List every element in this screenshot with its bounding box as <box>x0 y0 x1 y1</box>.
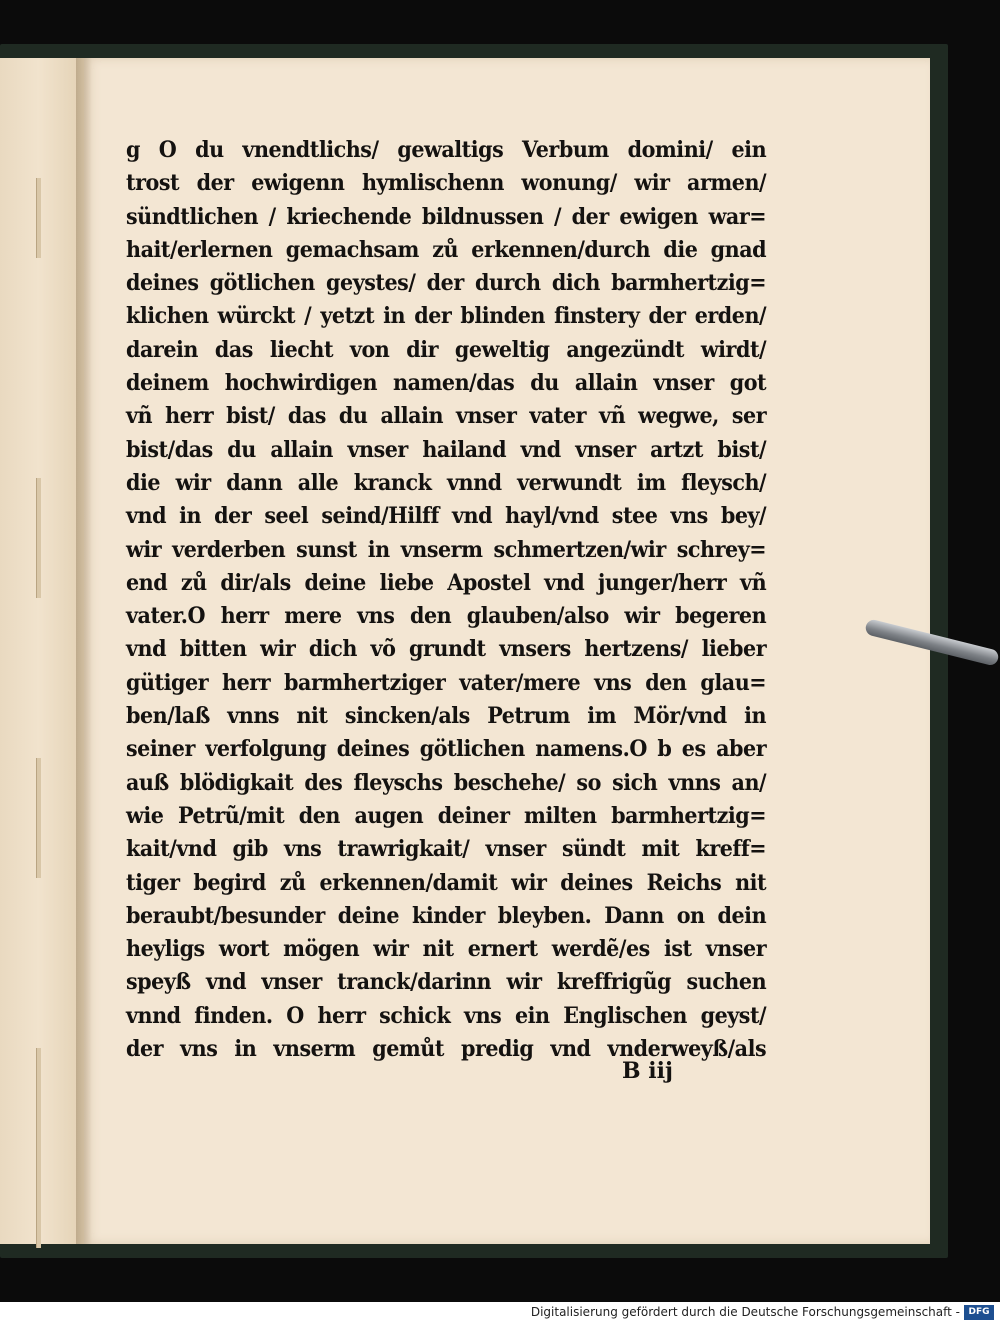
text-line: deinem hochwirdigen namen/das du allain vnser got <box>126 370 767 397</box>
text-line: darein das liecht von dir geweltig angezündt wirdt/ <box>126 336 767 363</box>
text-line: heyligs wort mögen wir nit ernert werdẽ/es ist vnser <box>126 936 767 963</box>
text-line: seiner verfolgung deines götlichen namens.O b es aber <box>126 736 767 763</box>
signature-mark: B iij <box>622 1058 673 1084</box>
text-line: bist/das du allain vnser hailand vnd vnser artzt bist/ <box>126 436 767 463</box>
text-line: speyß vnd vnser tranck/darinn wir kreffrigũg suchen <box>126 969 767 996</box>
text-line: kait/vnd gib vns trawrigkait/ vnser sündt mit kreff= <box>126 836 767 863</box>
page-text-block <box>126 134 766 1066</box>
footer-credit: Digitalisierung gefördert durch die Deutsche Forschungsgemeinschaft - <box>530 1305 960 1319</box>
book-page <box>84 58 930 1244</box>
text-line: ben/laß vnns nit sincken/als Petrum im Mör/vnd in <box>126 703 767 730</box>
text-line: deines götlichen geystes/ der durch dich barmhertzig= <box>126 270 767 297</box>
binding-stitch <box>36 478 41 598</box>
text-line: wir verderben sunst in vnserm schmertzen/wir schrey= <box>126 536 767 563</box>
text-line: hait/erlernen gemachsam zů erkennen/durch die gnad <box>126 236 767 263</box>
text-line: vnd bitten wir dich võ grundt vnsers hertzens/ lieber <box>126 636 767 663</box>
left-page-edge <box>0 58 86 1244</box>
dfg-logo-icon: DFG <box>964 1305 994 1320</box>
text-line: die wir dann alle kranck vnnd verwundt im fleysch/ <box>126 469 767 496</box>
text-line: klichen würckt / yetzt in der blinden finstery der erden/ <box>126 303 767 330</box>
text-line: end zů dir/als deine liebe Apostel vnd junger/herr vñ <box>126 569 767 596</box>
text-line: auß blödigkait des fleyschs beschehe/ so sich vnns an/ <box>126 769 767 796</box>
binding-stitch <box>36 1048 41 1248</box>
text-line: vater.O herr mere vns den glauben/also wir begeren <box>126 603 767 630</box>
text-line: sündtlichen / kriechende bildnussen / der ewigen war= <box>126 203 767 230</box>
binding-stitch <box>36 758 41 878</box>
binding-stitch <box>36 178 41 258</box>
text-line: vñ herr bist/ das du allain vnser vater vñ wegwe, ser <box>126 403 767 430</box>
text-line: g O du vnendtlichs/ gewaltigs Verbum domini/ ein <box>126 137 767 163</box>
text-line: vnnd finden. O herr schick vns ein Englischen geyst/ <box>126 1002 767 1029</box>
text-line: beraubt/besunder deine kinder bleyben. Dann on dein <box>126 902 767 929</box>
footer-bar <box>0 1302 1000 1325</box>
text-line: tiger begird zů erkennen/damit wir deines Reichs nit <box>126 869 767 896</box>
text-line: wie Petrũ/mit den augen deiner milten barmhertzig= <box>126 802 767 829</box>
text-line: trost der ewigenn hymlischenn wonung/ wir armen/ <box>126 170 767 197</box>
text-line: der vns in vnserm gemůt predig vnd vnderweyß/als <box>126 1036 767 1063</box>
text-line: vnd in der seel seind/Hilff vnd hayl/vnd stee vns bey/ <box>126 503 767 530</box>
text-line: gütiger herr barmhertziger vater/mere vns den glau= <box>126 669 767 696</box>
spine-shadow <box>76 58 92 1244</box>
